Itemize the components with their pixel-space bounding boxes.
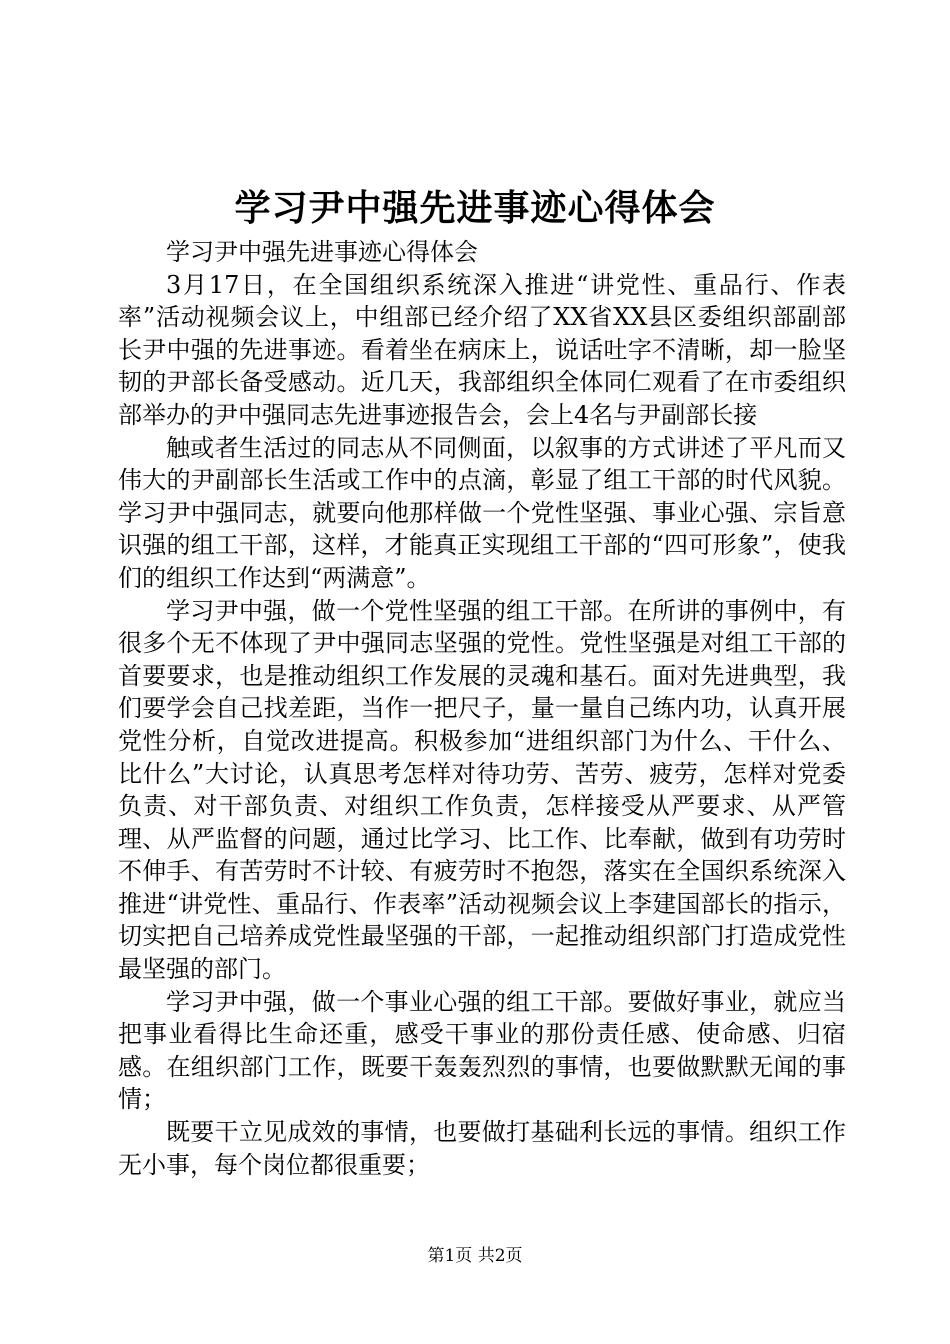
paragraph: 3月17日，在全国组织系统深入推进“讲党性、重品行、作表率”活动视频会议上，中组部已经介绍了XX省XX县区委组织部副部长尹中强的先进事迹。看着坐在病床上，说话吐字不清晰，却一脸坚韧的尹部长备受感动。近几天，我部组织全体同仁观看了在市委组织部举办的尹中强同志先进事迹报告会，会上4名与尹副部长接 xyxy=(118,270,846,429)
paragraph: 学习尹中强，做一个党性坚强的组工干部。在所讲的事例中，有很多个无不体现了尹中强同志坚强的党性。党性坚强是对组工干部的首要要求，也是推动组织工作发展的灵魂和基石。面对先进典型，我们要学会自己找差距，当作一把尺子，量一量自己练内功，认真开展党性分析，自觉改进提高。积极参加“进组织部门为什么、干什么、比什么”大讨论，认真思考怎样对待功劳、苦劳、疲劳，怎样对党委负责、对干部负责、对组织工作负责，怎样接受从严要求、从严管理、从严监督的问题，通过比学习、比工作、比奉献，做到有功劳时不伸手、有苦劳时不计较、有疲劳时不抱怨，落实在全国织系统深入推进“讲党性、重品行、作表率”活动视频会议上李建国部长的指示，切实把自己培养成党性最坚强的干部，一起推动组织部门打造成党性最坚强的部门。 xyxy=(118,596,846,984)
page-number: 第1页 共2页 xyxy=(427,1246,523,1266)
paragraph: 既要干立见成效的事情，也要做打基础利长远的事情。组织工作无小事，每个岗位都很重要； xyxy=(118,1118,846,1179)
paragraph: 触或者生活过的同志从不同侧面，以叙事的方式讲述了平凡而又伟大的尹副部长生活或工作中的点滴，彰显了组工干部的时代风貌。学习尹中强同志，就要向他那样做一个党性坚强、事业心强、宗旨意识强的组工干部，这样，才能真正实现组工干部的“四可形象”，使我们的组织工作达到“两满意”。 xyxy=(118,433,846,592)
paragraph: 学习尹中强先进事迹心得体会 xyxy=(166,238,478,266)
paragraph: 学习尹中强，做一个事业心强的组工干部。要做好事业，就应当把事业看得比生命还重，感受干事业的那份责任感、使命感、归宿感。在组织部门工作，既要干轰轰烈烈的事情，也要做默默无闻的事情； xyxy=(118,987,846,1114)
document-body xyxy=(118,236,846,1181)
document-title: 学习尹中强先进事迹心得体会 xyxy=(234,187,716,229)
